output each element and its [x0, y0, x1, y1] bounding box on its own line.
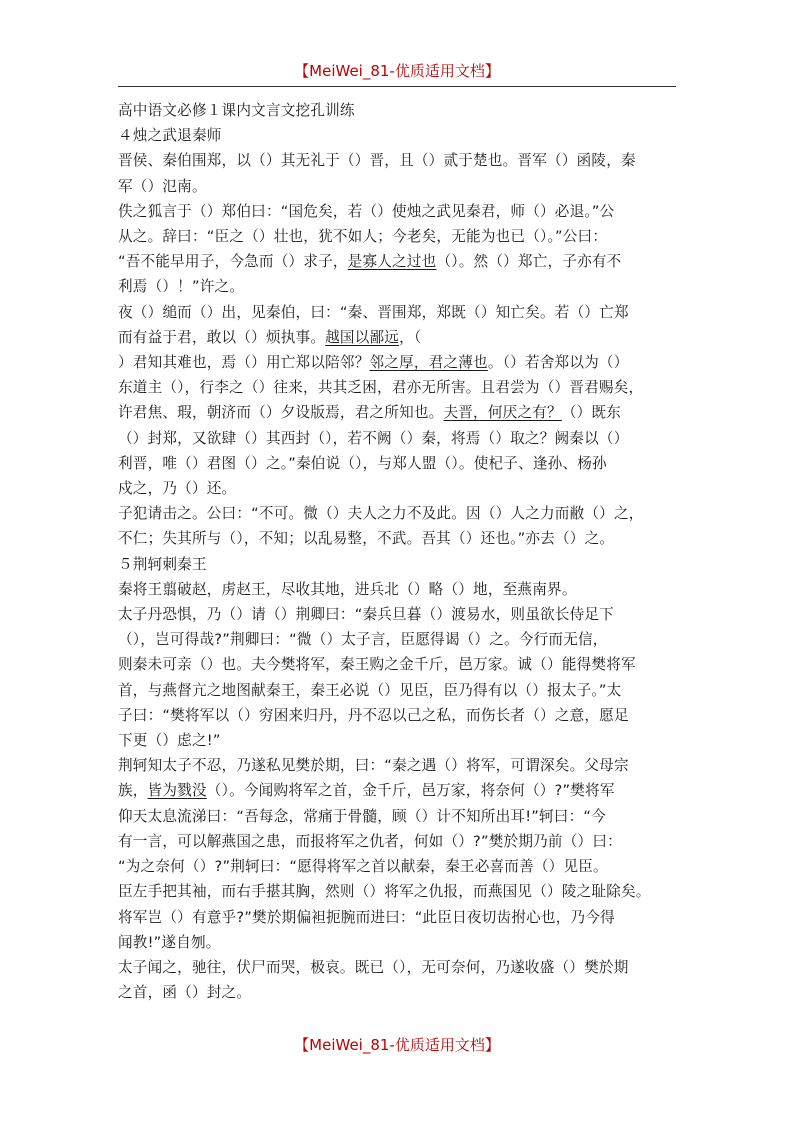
text-segment: 子曰：“樊将军以（）穷困来归丹，丹不忍以己之私，而伤长者（）之意，愿足: [118, 706, 629, 724]
text-line: [118, 804, 680, 829]
text-line: [118, 627, 680, 652]
text-segment: 有一言，可以解燕国之患，而报将军之仇者，何如（）?”樊於期乃前（）曰：: [118, 832, 622, 850]
text-segment: ，（: [399, 328, 422, 346]
text-line: [118, 930, 680, 955]
document-body: [118, 98, 680, 1005]
text-segment: ５荆轲刺秦王: [118, 555, 207, 573]
header-divider: [118, 86, 676, 87]
text-segment: 首，与燕督亢之地图献秦王，秦王必说（）见臣，臣乃得有以（）报太子。”太: [118, 681, 622, 699]
text-line: [118, 602, 680, 627]
text-line: [118, 854, 680, 879]
text-segment: 将军岂（）有意乎?”樊於期偏袒扼腕而进曰：“此臣日夜切齿拊心也，乃今得: [118, 908, 615, 926]
text-segment: 夜（）缒而（）出，见秦伯，曰：“秦、晋围郑，郑既（）知亡矣。若（）亡郑: [118, 303, 629, 321]
text-line: [118, 980, 680, 1005]
text-segment: “为之奈何（）?”荆轲曰：“愿得将军之首以献秦，秦王必喜而善（）见臣。: [118, 858, 608, 876]
text-line: [118, 426, 680, 451]
text-segment: 闻教!”遂自刎。: [118, 933, 221, 951]
text-segment: 利晋，唯（）君图（）之。”秦伯说（），与郑人盟（）。使杞子、逢孙、杨孙: [118, 454, 607, 472]
text-segment: 下更（）虑之!”: [118, 732, 221, 750]
text-line: [118, 829, 680, 854]
text-segment: ４烛之武退秦师: [118, 127, 222, 145]
text-line: [118, 300, 680, 325]
text-segment: （）。然（）郑亡，子亦有不: [436, 253, 622, 271]
text-segment: 戍之，乃（）还。: [118, 480, 237, 498]
text-segment: （）。今闻购将军之首，金千斤，邑万家，将奈何（）?”樊将军: [206, 782, 615, 800]
text-segment: 不仁；失其所与（），不知；以乱易整，不武。吾其（）还也。”亦去（）之。: [118, 530, 615, 548]
underlined-phrase: 夫晋，何厌之有？: [443, 404, 562, 422]
text-line: [118, 325, 680, 350]
text-segment: 则秦未可亲（）也。夫今樊将军，秦王购之金千斤，邑万家。诚（）能得樊将军: [118, 656, 636, 674]
text-segment: （），岂可得哉?”荆卿曰：“微（）太子言，臣愿得谒（）之。今行而无信，: [118, 631, 608, 649]
text-segment: 。（）若舍郑以为（）: [487, 354, 629, 372]
text-line: [118, 350, 680, 375]
text-segment: 荆轲知太子不忍，乃遂私见樊於期，曰：“秦之遇（）将军，可谓深矣。父母宗: [118, 757, 629, 775]
text-line: [118, 879, 680, 904]
text-line: [118, 451, 680, 476]
text-line: [118, 249, 680, 274]
text-line: [118, 652, 680, 677]
underlined-phrase: 是寡人之过也: [347, 253, 437, 271]
text-line: [118, 905, 680, 930]
text-line: [118, 703, 680, 728]
text-line: [118, 501, 680, 526]
underlined-phrase: 皆为戮没: [147, 782, 207, 800]
page-footer: 【MeiWei_81-优质适用文档】: [294, 1036, 500, 1054]
text-segment: 晋侯、秦伯围郑，以（）其无礼于（）晋，且（）贰于楚也。晋军（）函陵，秦: [118, 152, 636, 170]
text-line: [118, 753, 680, 778]
text-segment: 太子丹恐惧，乃（）请（）荆卿曰：“秦兵旦暮（）渡易水，则虽欲长侍足下: [118, 606, 614, 624]
text-segment: 而有益于君，敢以（）烦执事。: [118, 328, 326, 346]
text-line: [118, 224, 680, 249]
page-header: 【MeiWei_81-优质适用文档】: [294, 62, 500, 80]
text-line: [118, 174, 680, 199]
text-segment: （）既东: [561, 404, 622, 422]
underlined-phrase: 越国以鄙远: [325, 328, 400, 346]
text-segment: 臣左手把其袖，而右手揕其胸，然则（）将军之仇报，而燕国见（）陵之耻除矣。: [118, 883, 651, 901]
text-segment: ）君知其难也，焉（）用亡郑以陪邻？: [118, 354, 370, 372]
text-segment: 高中语文必修１课内文言文挖孔训练: [118, 102, 355, 119]
text-segment: 东道主（），行李之（）往来，共其乏困，君亦无所害。且君尝为（）晋君赐矣，: [118, 379, 644, 397]
text-segment: 许君焦、瑕，朝济而（）夕设版焉，君之所知也。: [118, 404, 444, 422]
text-segment: （）封郑，又欲肆（）其西封（），若不阙（）秦，将焉（）取之？阙秦以（）: [118, 429, 629, 447]
text-line: [118, 955, 680, 980]
text-line: [118, 577, 680, 602]
text-segment: 从之。辞曰：“臣之（）壮也，犹不如人；今老矣，无能为也已（）。”公曰：: [118, 228, 608, 246]
text-segment: 族，: [118, 782, 148, 800]
text-line: [118, 552, 680, 577]
text-segment: 子犯请击之。公曰：“不可。微（）夫人之力不及此。因（）人之力而敝（）之，: [118, 505, 644, 523]
text-line: [118, 778, 680, 803]
text-segment: 秦将王翦破赵，虏赵王，尽收其地，进兵北（）略（）地，至燕南界。: [118, 580, 577, 598]
text-line: [118, 400, 680, 425]
text-line: [118, 123, 680, 148]
text-line: [118, 526, 680, 551]
text-segment: 佚之狐言于（）郑伯曰：“国危矣，若（）使烛之武见秦君，师（）必退。”公: [118, 202, 615, 220]
text-segment: 军（）氾南。: [118, 177, 207, 195]
text-line: [118, 199, 680, 224]
text-segment: 仰天太息流涕曰：“吾每念，常痛于骨髓，顾（）计不知所出耳!”轲曰：“今: [118, 807, 606, 825]
underlined-phrase: 邻之厚，君之薄也: [369, 354, 488, 372]
text-segment: 利焉（）！”许之。: [118, 278, 245, 296]
text-line: [118, 476, 680, 501]
text-segment: 之首，函（）封之。: [118, 984, 252, 1002]
text-line: [118, 375, 680, 400]
text-line: [118, 98, 680, 123]
text-segment: “吾不能早用子，今急而（）求子，: [118, 253, 348, 271]
text-line: [118, 678, 680, 703]
text-line: [118, 274, 680, 299]
text-line: [118, 728, 680, 753]
text-segment: 太子闻之，驰往，伏尸而哭，极哀。既已（），无可奈何，乃遂收盛（）樊於期: [118, 958, 629, 976]
text-line: [118, 148, 680, 173]
